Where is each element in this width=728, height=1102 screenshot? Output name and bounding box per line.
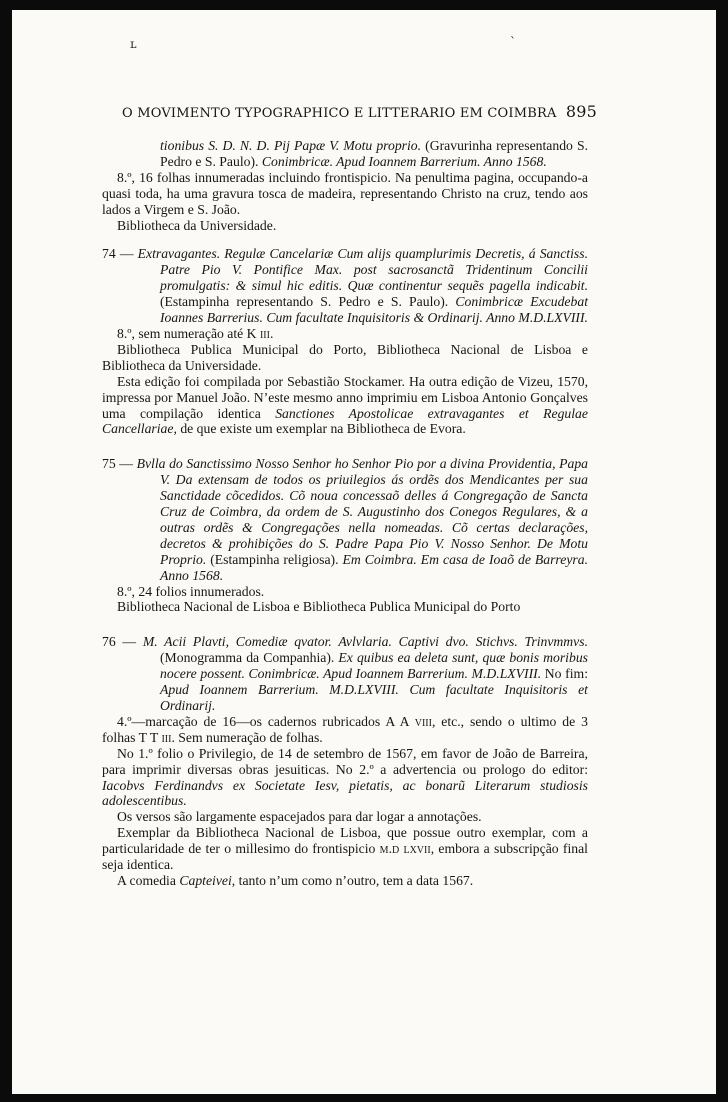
entry-76-comedia-note: A comedia Capteivei, tanto n’um como n’outro, tem a data 1567.	[117, 872, 474, 888]
print-mark-left: ʟ	[130, 37, 137, 51]
page-number: 895	[565, 102, 597, 121]
entry-75-format: 8.º, 24 folios innumerados.	[117, 583, 265, 599]
entry-74-format: 8.º, sem numeração até K iii.	[117, 325, 274, 341]
entry-76-citation: 76 — M. Acii Plavti, Comediæ qvator. Avlvlaria. Captivi dvo. Stichvs. Trinvmmvs. (Monogramma da Companhia). Ex quibus ea deleta sunt, quæ bonis moribus nocere possent. Conimbricæ. Apud Ioannem Barrerium. M.D.LXVIII. No fim: Apud Ioannem Barrerium. M.D.LXVIII. Cum facultate Inquisitoris et Ordinarij.	[102, 634, 589, 713]
entry-75-citation: 75 — Bvlla do Sanctissimo Nosso Senhor ho Senhor Pio por a divina Providentia, Papa V. Da extensam de todos os priuilegios ás ordẽs dos Mendicantes per sua Sanctidade cõcedidos. Cõ noua concessaõ delles á Congregação de Sancta Cruz de Coimbra, da ordem de S. Augustinho dos Conegos Regulares, & a outras ordẽs & Congregações nella nomeadas. Cõ certas declarações, decretos & prohibições do S. Padre Papa Pio V. Nosso Senhor. De Motu Proprio. (Estampinha religiosa). Em Coimbra. Em casa de Ioaõ de Barreyra. Anno 1568.	[102, 456, 589, 583]
book-page	[12, 10, 716, 1094]
entry-76-exemplar: Exemplar da Bibliotheca Nacional de Lisboa, que possue outro exemplar, com a particularidade de ter o millesimo do frontispicio m.d lxvii, embora a subscripção final seja identica.	[102, 825, 588, 873]
running-header	[122, 102, 597, 121]
entry-76-verses-note: Os versos são largamente espacejados para dar logar a annotações.	[117, 809, 482, 825]
entry-74-library: Bibliotheca Publica Municipal do Porto, Bibliotheca Nacional de Lisboa e Bibliotheca da Universidade.	[102, 341, 588, 373]
entry-73-format: 8.º, 16 folhas innumeradas incluindo frontispicio. Na penultima pagina, occupando-a quasi toda, ha uma gravura tosca de madeira, representando Christo na cruz, tendo aos lados a Virgem e S. João.	[102, 169, 588, 217]
page-body	[102, 138, 588, 889]
entry-73-library: Bibliotheca da Universidade.	[117, 217, 277, 233]
entry-76-privilegio: No 1.º folio o Privilegio, de 14 de setembro de 1567, em favor de João de Barreira, para imprimir diversas obras jesuiticas. No 2.º a advertencia ou prologo do editor: Iacobvs Ferdinandvs ex Societate Iesv, pietatis, ac bonarũ Literarum studiosis adolescentibus.	[102, 745, 588, 809]
entry-74-citation: 74 — Extravagantes. Regulæ Cancelariæ Cum alijs quamplurimis Decretis, á Sanctiss. Patre Pio V. Pontifice Max. post sacrosanctã Tridentinum Concilii promulgatis: & simul hic editis. Quæ continentur sequẽs pagella indicabit. (Estampinha representando S. Pedro e S. Paulo). Conimbricæ Excudebat Ioannes Barrerius. Cum facultate Inquisitoris & Ordinarij. Anno M.D.LXVIII.	[102, 246, 588, 326]
entry-75-library: Bibliotheca Nacional de Lisboa e Bibliotheca Publica Municipal do Porto	[117, 599, 521, 615]
running-title: O MOVIMENTO TYPOGRAPHICO E LITTERARIO EM COIMBRA	[122, 106, 557, 121]
entry-74-note: Esta edição foi compilada por Sebastião Stockamer. Ha outra edição de Vizeu, 1570, impressa por Manuel João. N’este mesmo anno imprimiu em Lisboa Antonio Gonçalves uma compilação identica Sanctiones Apostolicae extravagantes et Regulae Cancellariae, de que existe um exemplar na Bibliotheca de Evora.	[102, 373, 588, 437]
entry-73-citation: tionibus S. D. N. D. Pij Papæ V. Motu proprio. (Gravurinha representando S. Pedro e S. Paulo). Conimbricæ. Apud Ioannem Barrerium. Anno 1568.	[160, 138, 589, 169]
print-mark-right: `	[510, 35, 516, 49]
entry-76-format: 4.º—marcação de 16—os cadernos rubricados A A viii, etc., sendo o ultimo de 3 folhas T T iii. Sem numeração de folhas.	[102, 713, 588, 745]
